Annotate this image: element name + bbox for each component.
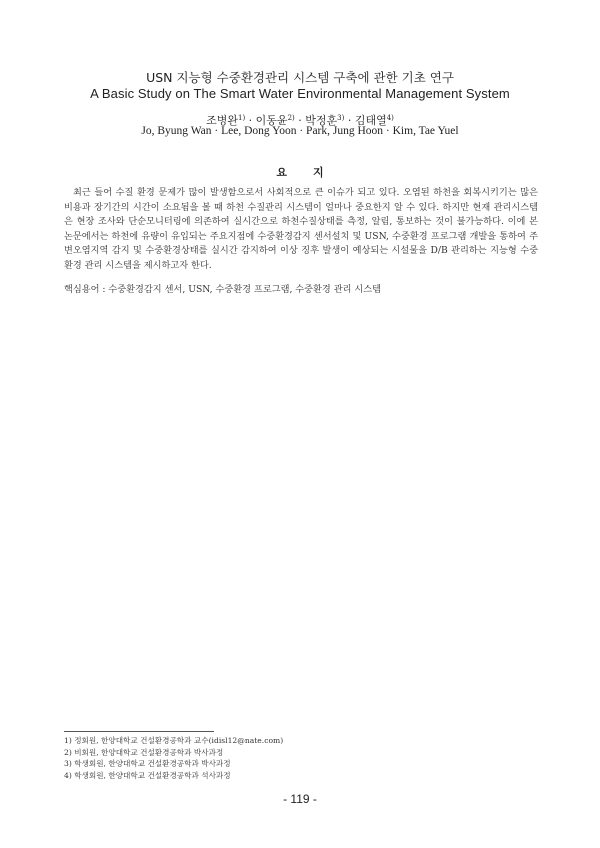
footnote-divider bbox=[64, 731, 214, 732]
author-footnote-mark: 2) bbox=[287, 114, 295, 122]
abstract-heading: 요지 bbox=[276, 166, 350, 179]
footnotes bbox=[64, 735, 538, 782]
author-name: 이동윤 bbox=[255, 114, 288, 127]
abstract-body bbox=[64, 186, 538, 274]
title-english: A Basic Study on The Smart Water Environmental Management System bbox=[90, 86, 510, 101]
authors-english: Jo, Byung Wan · Lee, Dong Yoon · Park, Jung Hoon · Kim, Tae Yuel bbox=[141, 125, 459, 137]
author-footnote-mark: 4) bbox=[386, 114, 394, 122]
footnote-item: 3) 학생회원, 한양대학교 건설환경공학과 박사과정 bbox=[64, 759, 231, 769]
title-korean: USN 지능형 수중환경관리 시스템 구축에 관한 기초 연구 bbox=[146, 70, 454, 85]
abstract-paragraph: 최근 들어 수질 환경 문제가 많이 발생함으로서 사회적으로 큰 이슈가 되고 있다. 오염된 하천을 회복시키기는 많은 비용과 장기간의 시간이 소요됨을 볼 때 하천 수질관리 시스템이 얼마나 중요한지 알 수 있다. 하지만 현재 관리시스템은 현장 조사와 단순모니터링에 의존하여 실시간으로 하천수질상태를 측정, 알림, 통보하는 것이 불가능하다. 이에 본 논문에서는 하천에 유량이 유입되는 주요지점에 수중환경감지 센서설치 및 USN, 수중환경 프로그램 개발을 통하여 주변오염지역 감지 및 수중환경상태를 실시간 감지하여 이상 징후 발생이 예상되는 시설물을 D/B 관리하는 지능형 수중환경 관리 시스템을 제시하고자 한다. bbox=[64, 187, 538, 271]
author-footnote-mark: 1) bbox=[237, 114, 246, 122]
author-footnote-mark: 3) bbox=[337, 114, 345, 122]
footnote-item: 2) 비회원, 한양대학교 건설환경공학과 박사과정 bbox=[64, 747, 224, 757]
keywords: 핵심용어 : 수중환경감지 센서, USN, 수중환경 프로그램, 수중환경 관리 시스템 bbox=[64, 284, 382, 295]
footnote-item: 4) 학생회원, 한양대학교 건설환경공학과 석사과정 bbox=[64, 771, 231, 781]
author-name: 김태열 bbox=[354, 114, 387, 127]
author-separator: · bbox=[245, 114, 256, 127]
author-name: 박정훈 bbox=[305, 114, 338, 127]
footnote-item: 1) 정회원, 한양대학교 건설환경공학과 교수(idisl12@nate.com) bbox=[64, 736, 284, 745]
page-number: - 119 - bbox=[283, 792, 317, 806]
author-separator: · bbox=[294, 114, 306, 127]
author-name: 조병완 bbox=[206, 114, 238, 127]
author-separator: · bbox=[344, 114, 355, 127]
